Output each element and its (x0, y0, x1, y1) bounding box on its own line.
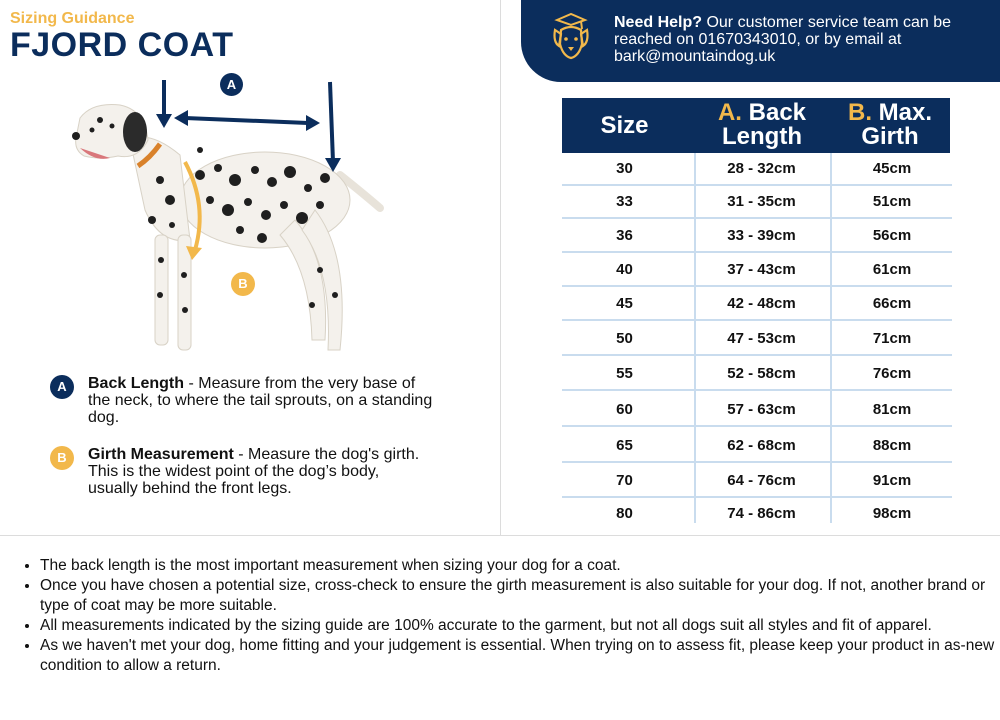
cell-back-length: 57 - 63cm (727, 401, 796, 418)
row-separator (562, 285, 952, 287)
help-text (614, 14, 984, 65)
cell-max-girth: 61cm (872, 261, 912, 278)
table-row (562, 220, 952, 252)
cell-size: 36 (616, 227, 633, 244)
legend-term: Girth Measurement (88, 446, 234, 463)
row-separator (562, 425, 952, 427)
cell-max-girth: 71cm (872, 330, 912, 347)
row-separator (562, 251, 952, 253)
table-row (562, 288, 952, 320)
note-item: • The back length is the most important measurement when sizing your dog for a coat. (40, 556, 1000, 576)
header-back-2: Length (722, 123, 802, 150)
cell-max-girth: 66cm (872, 295, 912, 312)
cell-back-length: 33 - 39cm (727, 227, 796, 244)
table-row (562, 358, 952, 390)
cell-max-girth: 76cm (872, 365, 912, 382)
notes-list (20, 556, 1000, 676)
cell-max-girth: 91cm (872, 472, 912, 489)
table-row (562, 254, 952, 286)
header-girth-1: Max. (878, 99, 933, 126)
legend-term: Back Length (88, 375, 185, 392)
cell-max-girth: 98cm (872, 505, 912, 522)
note-item: • Once you have chosen a potential size, cross-check to ensure the girth measurement is also suitable for your dog. If not, another brand or type of coat may be more suitable. (40, 576, 1000, 616)
table-row (562, 186, 952, 218)
dog-diagram (40, 70, 400, 370)
cell-size: 70 (616, 472, 633, 489)
header-size: Size (600, 112, 649, 139)
cell-size: 33 (616, 193, 633, 210)
cell-back-length: 64 - 76cm (727, 472, 796, 489)
row-separator (562, 354, 952, 356)
table-row (562, 153, 952, 185)
cell-max-girth: 51cm (872, 193, 912, 210)
cell-size: 45 (616, 295, 633, 312)
cell-size: 40 (616, 261, 633, 278)
header-back-1: Back (748, 99, 807, 126)
legend-desc: - Measure the dog's girth. This is the widest point of the dog’s body, usually behind the front legs. (88, 446, 420, 497)
page-subtitle: Sizing Guidance (10, 10, 135, 27)
cell-back-length: 37 - 43cm (727, 261, 796, 278)
table-row (562, 430, 952, 462)
cell-size: 50 (616, 330, 633, 347)
help-body: Our customer service team can be reached on 01670343010, or by email at bark@mountaindog.uk (614, 14, 951, 65)
size-table-header (562, 98, 950, 153)
help-lead: Need Help? (614, 14, 703, 31)
note-item: • As we haven't met your dog, home fitting and your judgement is essential. When trying on to assess fit, please keep your product in as-new condition to allow a return. (40, 636, 1000, 676)
row-separator (562, 319, 952, 321)
page-title: FJORD COAT (10, 26, 234, 64)
row-separator (562, 217, 952, 219)
cell-back-length: 47 - 53cm (727, 330, 796, 347)
table-row (562, 394, 952, 426)
table-row (562, 465, 952, 497)
header-max-girth (834, 101, 946, 156)
cell-back-length: 42 - 48cm (727, 295, 796, 312)
table-row (562, 323, 952, 355)
cell-back-length: 74 - 86cm (727, 505, 796, 522)
diagram-marker-a: A (220, 73, 243, 96)
horizontal-divider (0, 535, 1000, 536)
legend-desc: - Measure from the very base of the neck, to where the tail sprouts, on a standing dog. (88, 375, 433, 426)
help-banner (521, 0, 1000, 82)
cell-max-girth: 56cm (872, 227, 912, 244)
cell-size: 80 (616, 505, 633, 522)
cell-size: 55 (616, 365, 633, 382)
row-separator (562, 389, 952, 391)
row-separator (562, 461, 952, 463)
cell-max-girth: 45cm (872, 160, 912, 177)
cell-size: 30 (616, 160, 633, 177)
header-back-letter: A. (717, 99, 742, 126)
cell-max-girth: 88cm (872, 437, 912, 454)
vertical-divider (500, 0, 501, 535)
note-item: • All measurements indicated by the sizing guide are 100% accurate to the garment, but not all dogs suit all styles and fit of apparel. (40, 616, 1000, 636)
legend-badge-b: B (50, 446, 74, 470)
table-row (562, 498, 952, 530)
cell-back-length: 28 - 32cm (727, 160, 796, 177)
diagram-marker-b: B (231, 272, 255, 296)
dog-logo-icon (545, 12, 597, 64)
header-girth-letter: B. (847, 99, 872, 126)
cell-size: 60 (616, 401, 633, 418)
cell-size: 65 (616, 437, 633, 454)
cell-back-length: 52 - 58cm (727, 365, 796, 382)
cell-back-length: 62 - 68cm (727, 437, 796, 454)
header-girth-2: Girth (861, 123, 919, 150)
cell-back-length: 31 - 35cm (727, 193, 796, 210)
header-back-length (702, 101, 822, 156)
cell-max-girth: 81cm (872, 401, 912, 418)
legend-badge-a: A (50, 375, 74, 399)
